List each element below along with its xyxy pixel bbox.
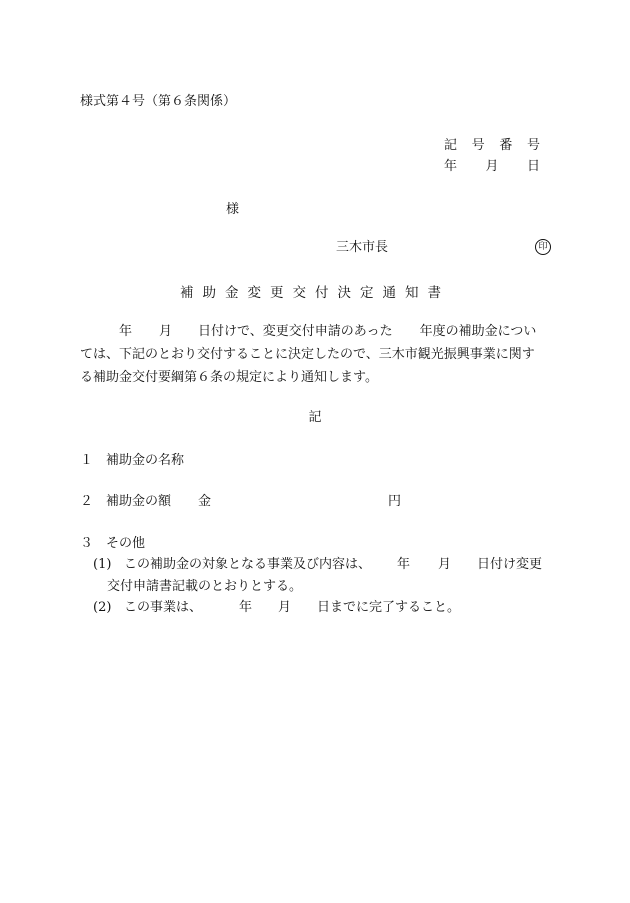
- date-day: 日: [526, 159, 540, 174]
- amount-suffix: 円: [388, 494, 402, 509]
- item-other: [80, 537, 145, 550]
- document-title: 補助金変更交付決定通知書: [180, 285, 450, 301]
- date-line: [444, 160, 540, 173]
- body-line-2: ては、下記のとおり交付することに決定したので、三木市観光振興事業に関す: [80, 347, 535, 362]
- item-name: [80, 454, 184, 467]
- seal-icon: 印: [535, 239, 551, 255]
- subitem-1-continued: 交付申請書記載のとおりとする。: [107, 579, 303, 594]
- document-number-line: [444, 139, 540, 152]
- body-year: 年: [119, 324, 133, 339]
- body-text: 日付けで、変更交付申請のあった: [198, 324, 393, 339]
- subitem-number: (2): [93, 600, 112, 615]
- item-amount: [80, 495, 401, 508]
- subitem-text: この補助金の対象となる事業及び内容は、: [124, 557, 372, 572]
- subitem-tail: 日までに完了すること。: [317, 600, 461, 615]
- doc-no-char: 番: [499, 138, 513, 153]
- ki-heading: 記: [308, 410, 322, 425]
- item-number: ３: [80, 536, 94, 551]
- item-label: その他: [106, 536, 146, 551]
- amount-prefix: 金: [198, 494, 212, 509]
- item-label: 補助金の額: [106, 494, 172, 509]
- sender-name: 三木市長: [336, 240, 389, 255]
- subitem-number: (1): [93, 557, 112, 572]
- subitem-month: 月: [278, 600, 292, 615]
- subitem-2: [93, 601, 460, 614]
- body-line-1: [80, 325, 536, 338]
- doc-no-char: 号: [471, 138, 485, 153]
- recipient-honorific: 様: [226, 202, 240, 217]
- subitem-year: 年: [239, 600, 253, 615]
- subitem-month: 月: [438, 557, 452, 572]
- date-year: 年: [444, 159, 458, 174]
- body-month: 月: [159, 324, 173, 339]
- item-label: 補助金の名称: [106, 453, 185, 468]
- item-number: １: [80, 453, 94, 468]
- date-month: 月: [485, 159, 499, 174]
- subitem-1: [93, 558, 542, 571]
- body-line-3: る補助金交付要綱第６条の規定により通知します。: [80, 370, 378, 385]
- doc-no-char: 号: [526, 138, 540, 153]
- subitem-text: この事業は、: [124, 600, 203, 615]
- body-tail: 年度の補助金につい: [419, 324, 537, 339]
- doc-no-char: 記: [444, 138, 458, 153]
- item-number: ２: [80, 494, 94, 509]
- subitem-year: 年: [397, 557, 411, 572]
- form-number: 様式第４号（第６条関係）: [80, 94, 237, 109]
- subitem-tail: 日付け変更: [477, 557, 543, 572]
